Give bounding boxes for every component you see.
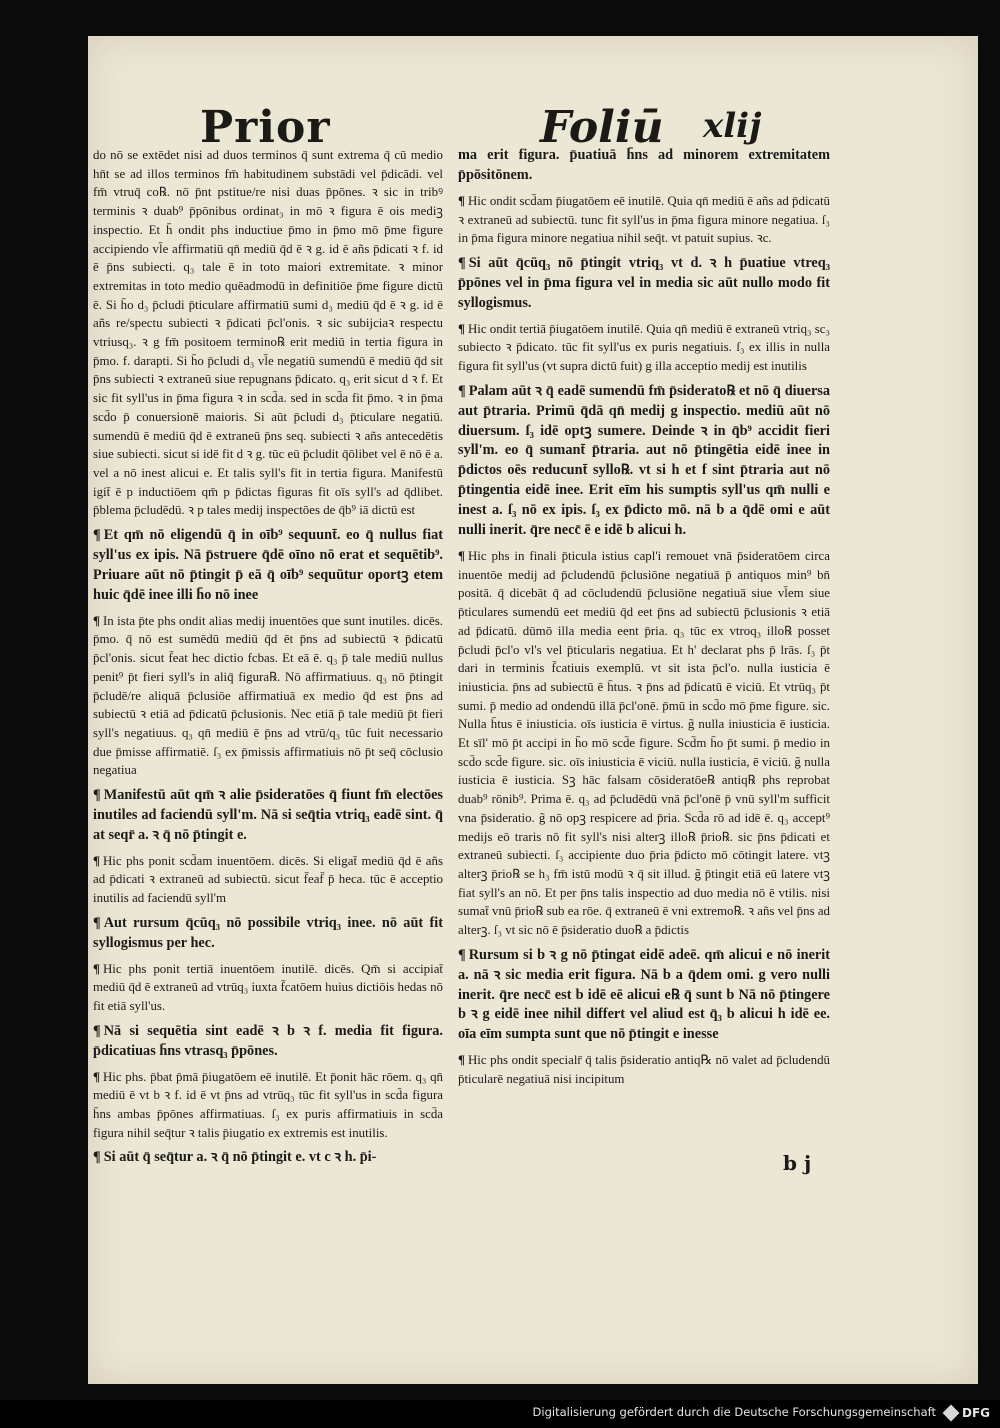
paragraph-text: In ista p̄te phs ondit alias medij inuentōes que sunt inutiles. dicēs. p̄mo. q̄ nō est sumēdū mediū q̄d ēt p̄ns ad subiectū ꝛ p̄dicatū p̄cl'onis. sicut f̄eat hec dictio fcbas. Et eā ē. q₃ p̄ tale mediū nullus penit⁹ p̄t fieri syll's in aliq̄ figura℞. Nō affirmatiuus. q₃ nō p̄tingit p̄cludē/re aliquā p̄clusiōe affirmatiuā ex medio q̄d est p̄ns ad subiectū ꝛ etiā ad p̄dicatū p̄clusionis. Nec etiā p̄ tale mediū p̄t fieri syll's negatiuus. q₃ qn̄ mediū ē p̄ns ad vtrū/q₃ tūc fuit necessario due p̄misse affirmatiē. ſ₃ ex p̄missis affirmatiuis nō p̄t seq̄ cōclusio negatiua: [93, 613, 443, 778]
paragraph-text: Hic phs ondit specialr̄ q̄ talis p̄sideratio antiq℞ nō valet ad p̄cludendū p̄ticularē negatiuā nisi incipitum: [458, 1053, 830, 1086]
left-column-paragraph: [93, 960, 443, 1016]
paragraph-text: Manifestū aūt qm̄ ꝛ alie p̄sideratōes q̄ fiunt fm̄ electōes inutiles ad faciendū syll'm. Nā si seq̄tia vtriq₃ eadē sint. q̄ at seqr̄ a. ꝛ q̄ nō p̄tingit e.: [93, 787, 443, 843]
paragraph-text: Palam aūt ꝛ q̄ eadē sumendū fm̄ p̄siderato℞ et nō q̄ diuersa aut p̄traria. Primū q̄dā qn̄ medij g inspectio. mediū aūt nō diuersum. ſ₃ idē optꝫ sumere. Deinde ꝛ in q̄b⁹ accidit fieri syll'm. eo q̄ sumant̄ p̄traria. aut nō p̄tingētia eidē inee in p̄dictos oēs reducunt̄ syllo℞. vt si h et f sint p̄traria aut nō p̄tingentia eidē inee. Erit eīm his sumptis syll'us qm̄ nulli e inest a. ſ₃ nō ex ipis. ſ₃ ex p̄dicto mō. nā b a q̄dē omi e aūt nulli inerit. q̄re necc̄ ē e idē b alicui h.: [458, 382, 830, 539]
left-column-paragraph: [93, 786, 443, 846]
pilcrow-icon: ¶: [458, 254, 466, 271]
paragraph-text: Si aūt q̄cūq₃ nō p̄tingit vtriq₃ vt d. ꝛ h p̄uatiue vtreq₃ p̄pōnes vel in p̄ma figura vel in media sic aūt nullo modo fit syllogismus.: [458, 254, 830, 311]
dfg-logo: [942, 1404, 994, 1422]
book-page: [88, 36, 978, 1384]
pilcrow-icon: ¶: [93, 1069, 100, 1084]
right-column-paragraph: [458, 146, 830, 186]
left-column-paragraph: [93, 146, 443, 520]
left-column-paragraph: [93, 914, 443, 954]
pilcrow-icon: ¶: [93, 527, 101, 544]
paragraph-text: Rursum si b ꝛ g nō p̄tingat eidē adeē. qm̄ alicui e nō inerit a. nā ꝛ sic media erit figura. Nā b a q̄dem omi. g vero nulli inerit. q̄re necc̄ est b idē eē alicui e℞ q̄ sunt b Nā nō p̄tingere b ꝛ g eidē inee nihil differt vel aliud est q̄₃ b alicui h idē ee. oīa eīm sumpta sunt que nō p̄tingit e inesse: [458, 946, 830, 1043]
right-column-paragraph: [458, 382, 830, 541]
pilcrow-icon: ¶: [458, 382, 466, 399]
paragraph-text: Hic phs in finali p̄ticula istius capl'i remouet vnā p̄sideratōem circa inuentōe medij ad p̄cludendū p̄clusiōne negatiuā p̄ antiquos min⁹ bn̄ positā. q̄ dicebāt q̄ ad cōcludendū p̄clusiōne negatiuā siue vl̄em siue p̄ticulares sumendū eet mediū q̄d eet p̄ns ad subiectū p̄clusionis ꝛ etiā ad p̄dicatū. dūmō illa media eent p̄ria. q₃ tūc ex vtroq₃ illo℞ posset p̄cludi p̄cl'o vl's vel p̄ticularis negatiua. Et h' declarat phs p̄ lrās. ſ₃ p̄t dari in terminis f̄catiuis exemplū. vt sit ista p̄cl'o. nulla iusticia ē iniusticia. p̄ns ad subiectū ē h̄tus. ꝛ p̄ns ad p̄dicatū ē viciū. Et vtrūq₃ p̄t sumi. p̄ medio ad ondendū illā p̄cl'onē. p̄mū in scd̄o mō p̄me figure. sic. Nulla h̄tus ē iniusticia. oīs iusticia ē virtus. g̃ nulla iniusticia ē iusticia. Et sīl' mō p̄t accipi in h̄o mō scd̄e figure. Scd̄m h̄o p̄t sumi. p̄ medio in scd̄o scd̄e figure. sic. oīs iniusticia ē viciū. nulla iusticia, ē viciū. g̃ nulla iusticia ē iusticia. Sꝫ hāc falsam cōsideratōe℞ antiq℞ phs reprobat duab⁹ rōnib⁹. Prima ē. q₃ ad p̄cludēdū vnā p̄cl'onē p̄ vnū syll'm sufficit vna p̄sideratio. g̃ nō opꝫ respicere ad p̄ria. Scd̄a rō ad idē ē. q₃ accept⁹ medijs eō traris nō fit syll's nisi alterꝫ illo℞ p̄rio℞. sic p̄ns p̄dicati et extraneū subiecti. ſ₃ accipiente duo p̄ria p̄dicto mō cōtingit latere. vtꝫ alterꝫ p̄rio℞ se h₃ fm̄ istū modū ꝛ q̄ sit illud. g̃ p̄tingit etiā eū latere vtꝫ fiat syll's an nō. Et per p̄ns talis inspectio ad duo media nō ē vtilis. nisi sumat̄ vnū p̄rio℞ sub ea rōe. q̄ extraneū ē vni extremo℞. ꝛ añs vel p̄ns ad alterꝫ. ſ₃ vt sic nō ē p̄sideratio duo℞ a p̄dictis: [458, 549, 830, 938]
text-column-left: [93, 146, 443, 1174]
pilcrow-icon: ¶: [458, 549, 465, 563]
running-title-prior: Prior: [200, 102, 331, 153]
right-column-paragraph: [458, 1051, 830, 1088]
pilcrow-icon: ¶: [93, 853, 100, 868]
paragraph-text: Hic phs ponit scd̄am inuentōem. dicēs. Si eligat̄ mediū q̄d ē añs ad p̄dicati ꝛ extraneū ad subiectū. sicut f̄eaf̄ p̄ heca. tūc ē acceptio inutilis ad faciendū syll'm: [93, 853, 443, 906]
pilcrow-icon: ¶: [458, 1053, 465, 1068]
paragraph-text: Aut rursum q̄cūq₃ nō possibile vtriq₃ inee. nō aūt fit syllogismus per hec.: [93, 914, 443, 951]
pilcrow-icon: ¶: [93, 1149, 101, 1166]
pilcrow-icon: ¶: [93, 961, 100, 976]
paragraph-text: Si aūt q̄ seq̄tur a. ꝛ q̄ nō p̄tingit e. vt c ꝛ h. p̄i-: [103, 1149, 377, 1166]
dfg-logo-text: DFG: [962, 1406, 991, 1420]
right-column-paragraph: [458, 547, 830, 940]
left-column-paragraph: [93, 612, 443, 780]
paragraph-text: Hic phs. p̄bat p̄mā p̄iugatōem eē inutilē. Et p̄onit hāc rōem. q₃ qn̄ mediū ē vt b ꝛ f. id ē vt p̄ns ad vtrūq₃ tūc fit syll'us in scd̄a figura h̄ns ambas p̄pōnes affirmatiuas. ſ₃ ex puris affirmatiuis in scd̄a figura nihil seq̄tur ꝛ talis p̄iugatio ex extremis est inutilis.: [93, 1069, 443, 1140]
running-title-folium: Foliū: [540, 102, 664, 153]
right-column-paragraph: [458, 320, 830, 376]
paragraph-text: Et qm̄ nō eligendū q̄ in oīb⁹ sequunt̄. eo q̄ nullus fiat syll'us ex ipis. Nā p̄struere q̄dē oīno nō erat et sequētib⁹. Priuare aūt nō p̄tingit p̄ eā q̄ oīb⁹ sequūtur oportꝫ etem huic q̄dē inee illi h̄o nō inee: [93, 527, 443, 603]
paragraph-text: Nā si sequētia sint eadē ꝛ b ꝛ f. media fit figura. p̄dicatiuas h̄ns vtrasq₃ p̄pōnes.: [93, 1022, 443, 1059]
left-column-paragraph: [93, 852, 443, 908]
pilcrow-icon: ¶: [93, 787, 101, 804]
pilcrow-icon: ¶: [458, 193, 465, 208]
pilcrow-icon: ¶: [93, 914, 101, 931]
paragraph-text: do nō se extēdet nisi ad duos terminos q̄ sunt extrema q̄ cū medio hn̄t se ad illos terminos fm̄ habitudinem substādi vel p̄dicādi. vel fm̄ vtruq̄ co℞. nō p̄nt pstitue/re nisi duas p̄pōnes. ꝛ sic in tribꝰ terminis ꝛ duab⁹ p̄pōnibus ordinat₃ in mō ꝛ figura ē ois mediꝫ inspectio. Et h̄ ondit phs inductiue p̄mo in p̄mo mō p̄me figure accipiendo vl̄e affirmatiū qn̄ mediū q̄d ē ꝛ g. id ē añs p̄dicati ꝛ f. id ē p̄ns subiecti. q₃ tale ē in toto maiori extremitate. ꝛ minor extremitas in toto medio quēadmodū in definitiōe p̄me figure dictū ē. Si h̄o d₃ p̄cludi p̄ticulare affirmatiū sumi d₃ mediū q̄d ē ꝛ g. id ē añs re/spectu subiecti ꝛ p̄dicati p̄cl'onis. ꝛ sic subijciaꝛ respectu vtriusq₃. ꝛ g fm̄ positoem termino℞ erit mediū in tertia figura in p̄mo. f. darapti. Si h̄o p̄cludi d₃ vl̄e negatiū sumendū ē mediū q̄d sit p̄ns subiecti ꝛ extraneū siue repugnans p̄dicato. q₃ erit sicut d ꝛ f. Et sic fit syll'us in p̄ma figura ꝛ in scd̄a. sed in scd̄a fit p̄mo. ꝛ in p̄ma scd̄o p̄ conuersionē maioris. Si aūt p̄cludi d₃ p̄ticulare negatiū. sumendū ē mediū q̄d ē extraneū p̄ns seq. subiecti ꝛ añs antecedētis siue subiecti. sicut si idē fit d ꝛ g. tūc eū p̄cludit q̄ōlibet vel ē nō ē a. vel a nō inest alicui e. Et talis syll's fit in tertia figura. Manifestū igit̄ ē p inductiōem qm̄ p p̄dictas figuras fit oīs syll's ad q̄dlibet. p̄blema p̄cludēdū. ꝛ p tales medij inspectōes de q̄b⁹ iā dictū est: [93, 148, 443, 518]
folio-number: xlij: [703, 106, 762, 146]
right-column-paragraph: [458, 192, 830, 248]
pilcrow-icon: ¶: [93, 1022, 101, 1039]
right-column-paragraph: [458, 946, 830, 1046]
paragraph-text: ma erit figura. p̄uatiuā h̄ns ad minorem extremitatem p̄pōsitōnem.: [458, 147, 830, 183]
pilcrow-icon: ¶: [458, 946, 466, 963]
right-column-paragraph: [458, 254, 830, 314]
paragraph-text: Hic ondit tertiā p̄iugatōem inutilē. Quia qn̄ mediū ē extraneū vtriq₃ sc₃ subiecto ꝛ p̄dicato. tūc fit syll'us ex puris negatiuis. ſ₃ ex illis in nulla figura fit syll'us (vt supra dictū fuit) g illa acceptio medij est inutilis: [458, 321, 830, 374]
left-column-paragraph: [93, 1022, 443, 1062]
dfg-diamond-icon: [943, 1405, 960, 1422]
left-column-paragraph: [93, 526, 443, 606]
dfg-credit-text: Digitalisierung gefördert durch die Deutsche Forschungsgemeinschaft: [532, 1405, 936, 1419]
left-column-paragraph: [93, 1068, 443, 1143]
paragraph-text: Hic phs ponit tertiā inuentōem inutilē. dicēs. Qm̄ si accipiat̄ mediū q̄d ē extraneū ad vtrūq₃ iuxta f̄catōem huius dictiōis hedas nō fit etiā syll'us.: [93, 961, 443, 1014]
signature-mark: b j: [783, 1151, 812, 1175]
text-column-right: [458, 146, 830, 1095]
pilcrow-icon: ¶: [93, 613, 100, 628]
paragraph-text: Hic ondit scd̄am p̄iugatōem eē inutilē. Quia qn̄ mediū ē añs ad p̄dicatū ꝛ extraneū ad subiectū. tunc fit syll'us in p̄ma figura minore negatiua. ſ₃ in p̄ma figura minore negatiua nihil seq̄t. vt patuit supius. ꝛc.: [458, 193, 830, 246]
left-column-paragraph: [93, 1148, 443, 1168]
pilcrow-icon: ¶: [458, 321, 465, 336]
